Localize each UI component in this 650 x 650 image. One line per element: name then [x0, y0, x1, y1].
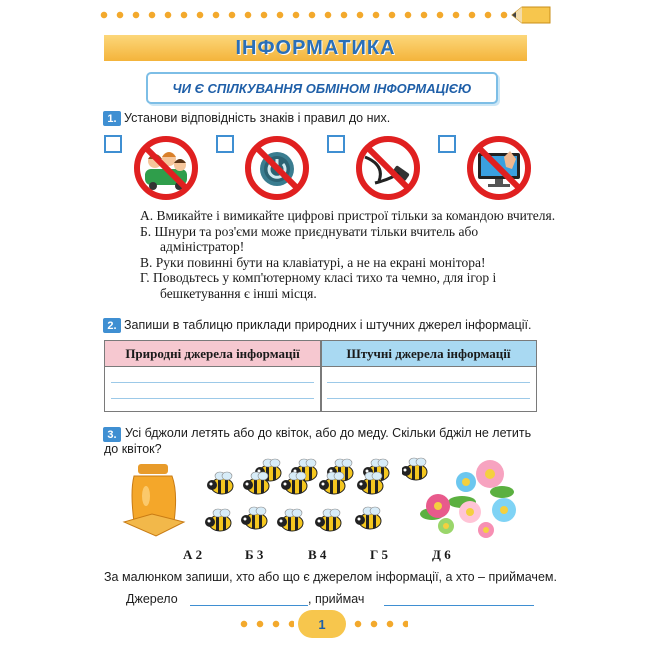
- cables-prohibited-icon: [355, 135, 421, 201]
- bee-icon: [243, 472, 269, 494]
- touch-monitor-prohibited-icon: [466, 135, 532, 201]
- answer-line[interactable]: [111, 398, 314, 399]
- page-number: 1: [298, 610, 346, 638]
- bee-icon: [357, 472, 383, 494]
- answer-option-g[interactable]: Г 5: [370, 547, 389, 562]
- task2-number: 2.: [103, 318, 121, 333]
- answer-option-b[interactable]: Б 3: [245, 547, 264, 562]
- answer-line[interactable]: [111, 382, 314, 383]
- bee-icon: [281, 472, 307, 494]
- table-header-natural: Природні джерела інформації: [105, 341, 321, 367]
- receiver-answer-line[interactable]: [384, 605, 534, 606]
- task1-text: Установи відповідність знаків і правил до них.: [124, 111, 391, 125]
- answer-box-2[interactable]: [216, 135, 234, 153]
- pencil-icon: [510, 2, 552, 28]
- bees-illustration: [200, 458, 400, 543]
- answer-box-1[interactable]: [104, 135, 122, 153]
- answer-line[interactable]: [327, 382, 530, 383]
- answer-option-v[interactable]: В 4: [308, 547, 327, 562]
- answer-line[interactable]: [327, 398, 530, 399]
- task2-text: Запиши в таблицю приклади природних і штучних джерел інформації.: [124, 318, 532, 332]
- sources-table: [104, 340, 537, 412]
- answer-option-d[interactable]: Д 6: [432, 547, 451, 562]
- top-dots: [96, 11, 508, 19]
- task4-text: За малюнком запиши, хто або що є джерелом інформації, а хто – приймачем.: [104, 570, 557, 584]
- answer-option-a[interactable]: А 2: [183, 547, 203, 562]
- rule-a: А. Вмикайте і вимикайте цифрові пристрої тільки за командою вчителя.: [140, 208, 556, 223]
- task1-number: 1.: [103, 111, 121, 126]
- source-label: Джерело: [126, 592, 178, 606]
- bee-icon: [241, 507, 267, 529]
- bee-icon: [277, 509, 303, 531]
- title-bar: [104, 35, 527, 61]
- bottom-dots-right: [350, 620, 408, 628]
- rule-b: Б. Шнури та роз'єми може приєднувати тільки вчитель або адміністратор!: [140, 223, 479, 254]
- table-divider: [320, 341, 322, 411]
- answer-box-4[interactable]: [438, 135, 456, 153]
- bee-icon: [315, 509, 341, 531]
- bee-icon: [207, 472, 233, 494]
- page-subtitle: ЧИ Є СПІЛКУВАННЯ ОБМІНОМ ІНФОРМАЦІЄЮ: [172, 80, 472, 96]
- task3-number: 3.: [103, 427, 121, 442]
- children-in-car-prohibited-icon: [133, 135, 199, 201]
- honey-jar-icon: [122, 462, 186, 538]
- task3-text: Усі бджоли летять або до квіток, або до меду. Скільки бджіл не летить до квіток?: [104, 426, 532, 456]
- flowers-illustration: [402, 452, 524, 538]
- bee-icon: [355, 507, 381, 529]
- rule-g: Г. Поводьтесь у комп'ютерному класі тихо та чемно, для ігор і бешкетування є інші місця.: [140, 270, 497, 301]
- answer-box-3[interactable]: [327, 135, 345, 153]
- bee-icon: [402, 458, 427, 480]
- bee-icon: [319, 472, 345, 494]
- rules-list: [140, 208, 560, 301]
- receiver-label: , приймач: [308, 592, 365, 606]
- power-button-prohibited-icon: [244, 135, 310, 201]
- subtitle-box: [146, 72, 498, 104]
- source-answer-line[interactable]: [190, 605, 308, 606]
- bottom-dots-left: [236, 620, 294, 628]
- table-header-artificial: Штучні джерела інформації: [321, 341, 536, 367]
- page-title: ІНФОРМАТИКА: [235, 36, 396, 59]
- bee-icon: [205, 509, 231, 531]
- rule-v: В. Руки повинні бути на клавіатурі, а не на екрані монітора!: [140, 254, 486, 270]
